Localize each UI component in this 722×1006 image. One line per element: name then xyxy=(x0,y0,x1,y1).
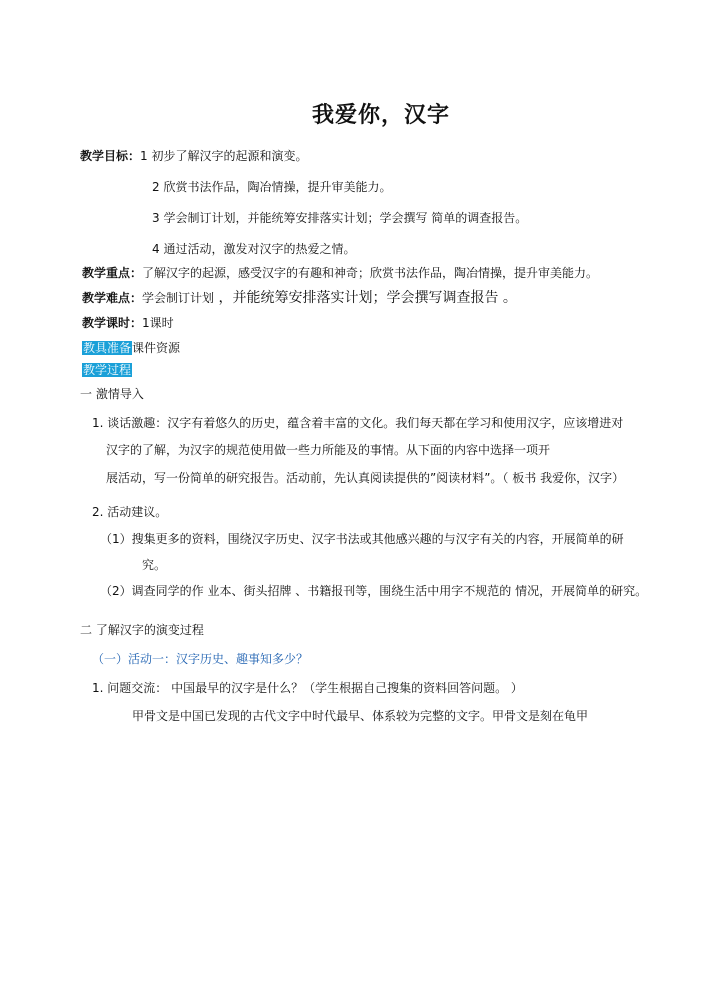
page-title: 我爱你，汉字 xyxy=(312,103,451,128)
difficulties-label: 教学难点： xyxy=(82,291,143,305)
section1-s2: （2）调查同学的作 业本、街头招牌 、书籍报刊等，围绕生活中用字不规范的 情况，开展简单的研究。 xyxy=(100,584,648,598)
tools-line xyxy=(82,340,180,356)
hours-line xyxy=(82,315,174,331)
section1-p1-line2: 汉字的了解，为汉字的规范使用做一些力所能及的事情。从下面的内容中选择一项开 xyxy=(106,443,551,457)
difficulties-line xyxy=(82,290,517,306)
section1-s1-line1: （1）搜集更多的资料，围绕汉字历史、汉字书法或其他感兴趣的与汉字有关的内容，开展简单的研 xyxy=(100,532,624,546)
tools-text: 课件资源 xyxy=(132,341,181,355)
key-points-label: 教学重点： xyxy=(82,266,143,280)
goal-item-1: 1 初步了解汉字的起源和演变。 xyxy=(140,149,308,163)
section1-s1-line2: 究。 xyxy=(142,558,167,572)
section2-q1-answer: 甲骨文是中国已发现的古代文字中时代最早、体系较为完整的文字。甲骨文是刻在龟甲 xyxy=(132,709,589,723)
section1-heading: 一 激情导入 xyxy=(80,387,144,401)
difficulties-text-a: 学会制订计划 xyxy=(142,291,215,305)
goal-item-3: 3 学会制订计划，并能统筹安排落实计划；学会撰写 简单的调查报告。 xyxy=(152,211,528,225)
process-line xyxy=(82,362,132,378)
section1-p1-line1: 1. 谈话激趣：汉字有着悠久的历史，蕴含着丰富的文化。我们每天都在学习和使用汉字，应该增进对 xyxy=(92,416,624,430)
section2-heading: 二 了解汉字的演变过程 xyxy=(80,623,204,637)
section2-q1: 1. 问题交流： 中国最早的汉字是什么？（学生根据自己搜集的资料回答问题。 ） xyxy=(92,681,523,695)
section2-activity: （一）活动一：汉字历史、趣事知多少？ xyxy=(92,652,309,666)
key-points-text: 了解汉字的起源，感受汉字的有趣和神奇；欣赏书法作品，陶冶情操，提升审美能力。 xyxy=(142,266,599,280)
goals-line-1 xyxy=(80,148,307,164)
goal-item-4: 4 通过活动，激发对汉字的热爱之情。 xyxy=(152,242,356,256)
hours-label: 教学课时： xyxy=(82,316,143,330)
section1-p1-line3: 展活动，写一份简单的研究报告。活动前，先认真阅读提供的”阅读材料”。（ 板书 我爱你，汉字） xyxy=(106,471,625,485)
key-points-line xyxy=(82,265,598,281)
difficulties-text-b: ，并能统筹安排落实计划；学会撰写调查报告 。 xyxy=(214,290,517,306)
section1-p2: 2. 活动建议。 xyxy=(92,505,168,519)
goal-item-2: 2 欣赏书法作品，陶冶情操，提升审美能力。 xyxy=(152,180,392,194)
tools-label: 教具准备 xyxy=(83,341,132,355)
process-label: 教学过程 xyxy=(83,363,132,377)
hours-text: 1课时 xyxy=(142,316,174,330)
goals-label: 教学目标： xyxy=(80,149,141,163)
